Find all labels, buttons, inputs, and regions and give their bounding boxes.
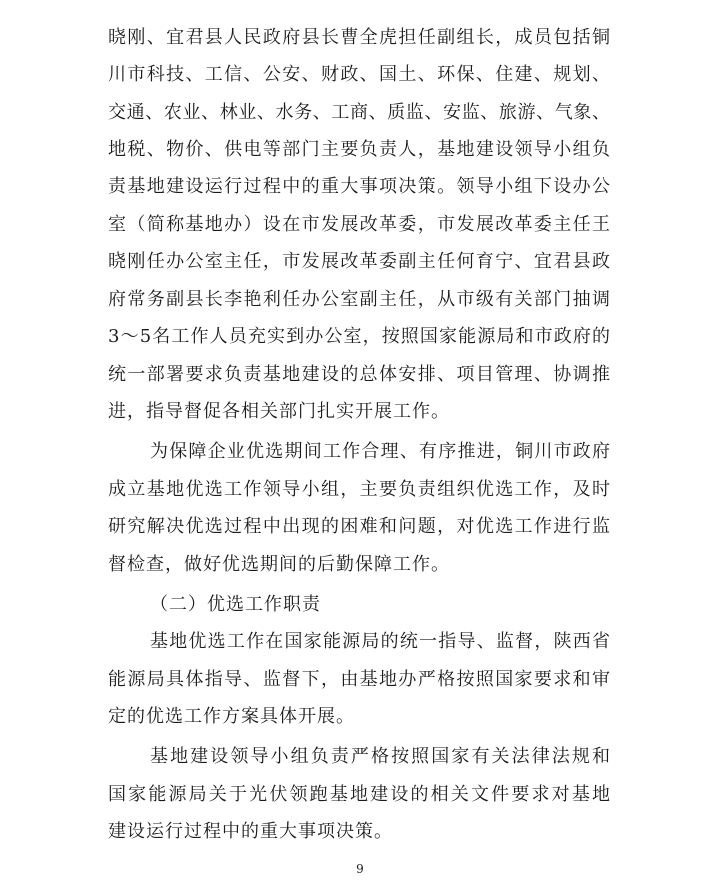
paragraph-1-line-6: 室（简称基地办）设在市发展改革委，市发展改革委主任王 (108, 214, 610, 235)
section-heading: （二）优选工作职责 (150, 594, 321, 615)
section-paragraph-1-line-2: 能源局具体指导、监督下，由基地办严格按照国家要求和审 (108, 669, 610, 690)
paragraph-1-line-1: 晓刚、宜君县人民政府县长曹全虎担任副组长，成员包括铜 (108, 27, 610, 48)
paragraph-2-line-2: 成立基地优选工作领导小组，主要负责组织优选工作，及时 (108, 479, 610, 500)
paragraph-2-line-4: 督检查，做好优选期间的后勤保障工作。 (108, 554, 450, 575)
page-number: 9 (356, 862, 364, 876)
paragraph-1-line-10: 统一部署要求负责基地建设的总体安排、项目管理、协调推 (108, 364, 610, 385)
paragraph-1-line-11: 进，指导督促各相关部门扎实开展工作。 (108, 401, 450, 422)
section-paragraph-2-line-2: 国家能源局关于光伏领跑基地建设的相关文件要求对基地 (108, 784, 610, 805)
paragraph-1-line-3: 交通、农业、林业、水务、工商、质监、安监、旅游、气象、 (108, 102, 610, 123)
paragraph-1-line-2: 川市科技、工信、公安、财政、国土、环保、住建、规划、 (108, 64, 610, 85)
paragraph-1-line-7: 晓刚任办公室主任，市发展改革委副主任何育宁、宜君县政 (108, 251, 610, 272)
paragraph-1-line-9: 3～5名工作人员充实到办公室，按照国家能源局和市政府的 (108, 326, 610, 347)
paragraph-2-line-3: 研究解决优选过程中出现的困难和问题，对优选工作进行监 (108, 516, 610, 537)
section-paragraph-1-line-3: 定的优选工作方案具体开展。 (108, 706, 355, 727)
paragraph-2-line-1: 为保障企业优选期间工作合理、有序推进，铜川市政府 (150, 441, 610, 462)
section-paragraph-2-line-3: 建设运行过程中的重大事项决策。 (108, 821, 393, 842)
paragraph-1-line-8: 府常务副县长李艳利任办公室副主任，从市级有关部门抽调 (108, 289, 610, 310)
paragraph-1-line-5: 责基地建设运行过程中的重大事项决策。领导小组下设办公 (108, 176, 610, 197)
section-paragraph-2-line-1: 基地建设领导小组负责严格按照国家有关法律法规和 (150, 746, 610, 767)
paragraph-1-line-4: 地税、物价、供电等部门主要负责人，基地建设领导小组负 (108, 139, 610, 160)
section-paragraph-1-line-1: 基地优选工作在国家能源局的统一指导、监督，陕西省 (150, 631, 610, 652)
